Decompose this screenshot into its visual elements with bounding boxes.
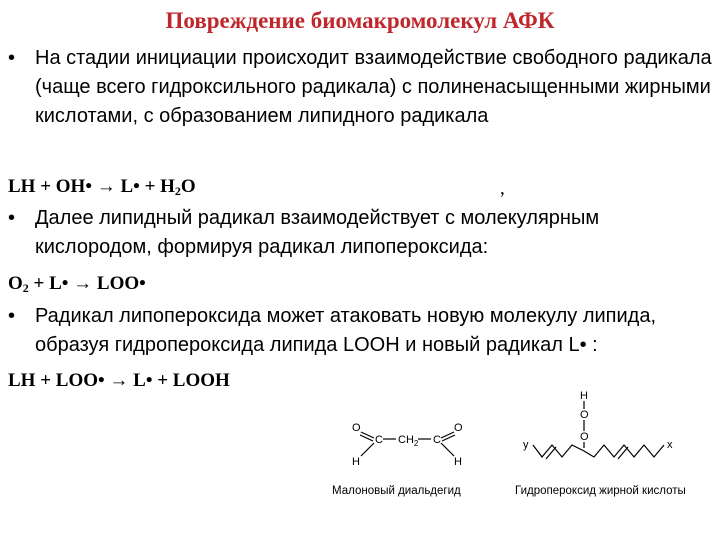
chemical-structures <box>330 385 710 535</box>
atom-h-right: H <box>454 456 462 468</box>
atom-c-right: C <box>433 434 441 446</box>
atom-c-left: C <box>375 434 383 446</box>
slide-title: Повреждение биомакромолекул АФК <box>165 8 555 33</box>
caption-malondialdehyde: Малоновый диальдегид <box>332 485 461 497</box>
bullet-marker: • <box>8 207 16 229</box>
bullet-marker: • <box>8 305 16 327</box>
bullet-initiation <box>8 44 712 131</box>
bullet-propagation <box>8 302 712 360</box>
bond-co-right-1 <box>441 432 454 438</box>
bullet-text: Далее липидный радикал взаимодействует с молекулярным кислородом, формируя радикал липопероксида: <box>35 207 600 258</box>
bullet-marker: • <box>8 47 16 69</box>
structure-figure <box>330 385 710 535</box>
double-bond-1 <box>546 447 556 459</box>
atom-o-right: O <box>454 422 463 434</box>
label-y: y <box>523 439 529 451</box>
equation-initiation: LH + OH• → L• + $H_2O$ <box>8 176 196 198</box>
atom-h-left: H <box>352 456 360 468</box>
atom-o1: O <box>580 409 589 421</box>
bullet-oxygen <box>8 204 712 262</box>
atom-o-left: O <box>352 422 361 434</box>
bond-ch-left <box>361 443 374 456</box>
bond-co-left-1 <box>361 432 374 438</box>
equation-peroxyl: $O_2$ + L• → LOO• <box>8 273 146 295</box>
stray-comma: , <box>500 178 505 199</box>
bullet-text: На стадии инициации происходит взаимодействие свободного радикала (чаще всего гидроксильного радикала) с полиненасыщенными жирными кислотами, с образованием липидного радикала <box>35 47 712 127</box>
double-bond-2 <box>618 447 628 459</box>
label-x: x <box>667 439 673 451</box>
bond-co-right-2 <box>442 435 455 441</box>
bond-ch-right <box>441 443 454 456</box>
atom-h: H <box>580 390 588 402</box>
bullet-text: Радикал липопероксида может атаковать новую молекулу липида, образуя гидропероксида липида LOOH и новый радикал L• : <box>35 305 657 356</box>
atom-ch2: $CH_2$ <box>398 434 419 448</box>
caption-hydroperoxide: Гидропероксид жирной кислоты <box>515 485 686 497</box>
atom-o2: O <box>580 431 589 443</box>
equation-propagation: LH + LOO• → L• + LOOH <box>8 370 230 391</box>
bond-co-left-2 <box>360 435 373 441</box>
